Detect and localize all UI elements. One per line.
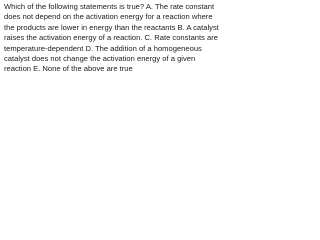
question-line: raises the activation energy of a reaction. C. Rate constants are bbox=[4, 33, 219, 43]
question-line: the products are lower in energy than the reactants B. A catalyst bbox=[4, 22, 219, 32]
question-line: Which of the following statements is true? A. The rate constant bbox=[4, 2, 215, 11]
question-line: reaction E. None of the above are true bbox=[4, 64, 133, 74]
question-text bbox=[4, 2, 259, 75]
question-line: catalyst does not change the activation energy of a given bbox=[4, 54, 196, 64]
question-line: temperature-dependent D. The addition of a homogeneous bbox=[4, 43, 202, 53]
question-line: does not depend on the activation energy for a reaction where bbox=[4, 12, 213, 22]
